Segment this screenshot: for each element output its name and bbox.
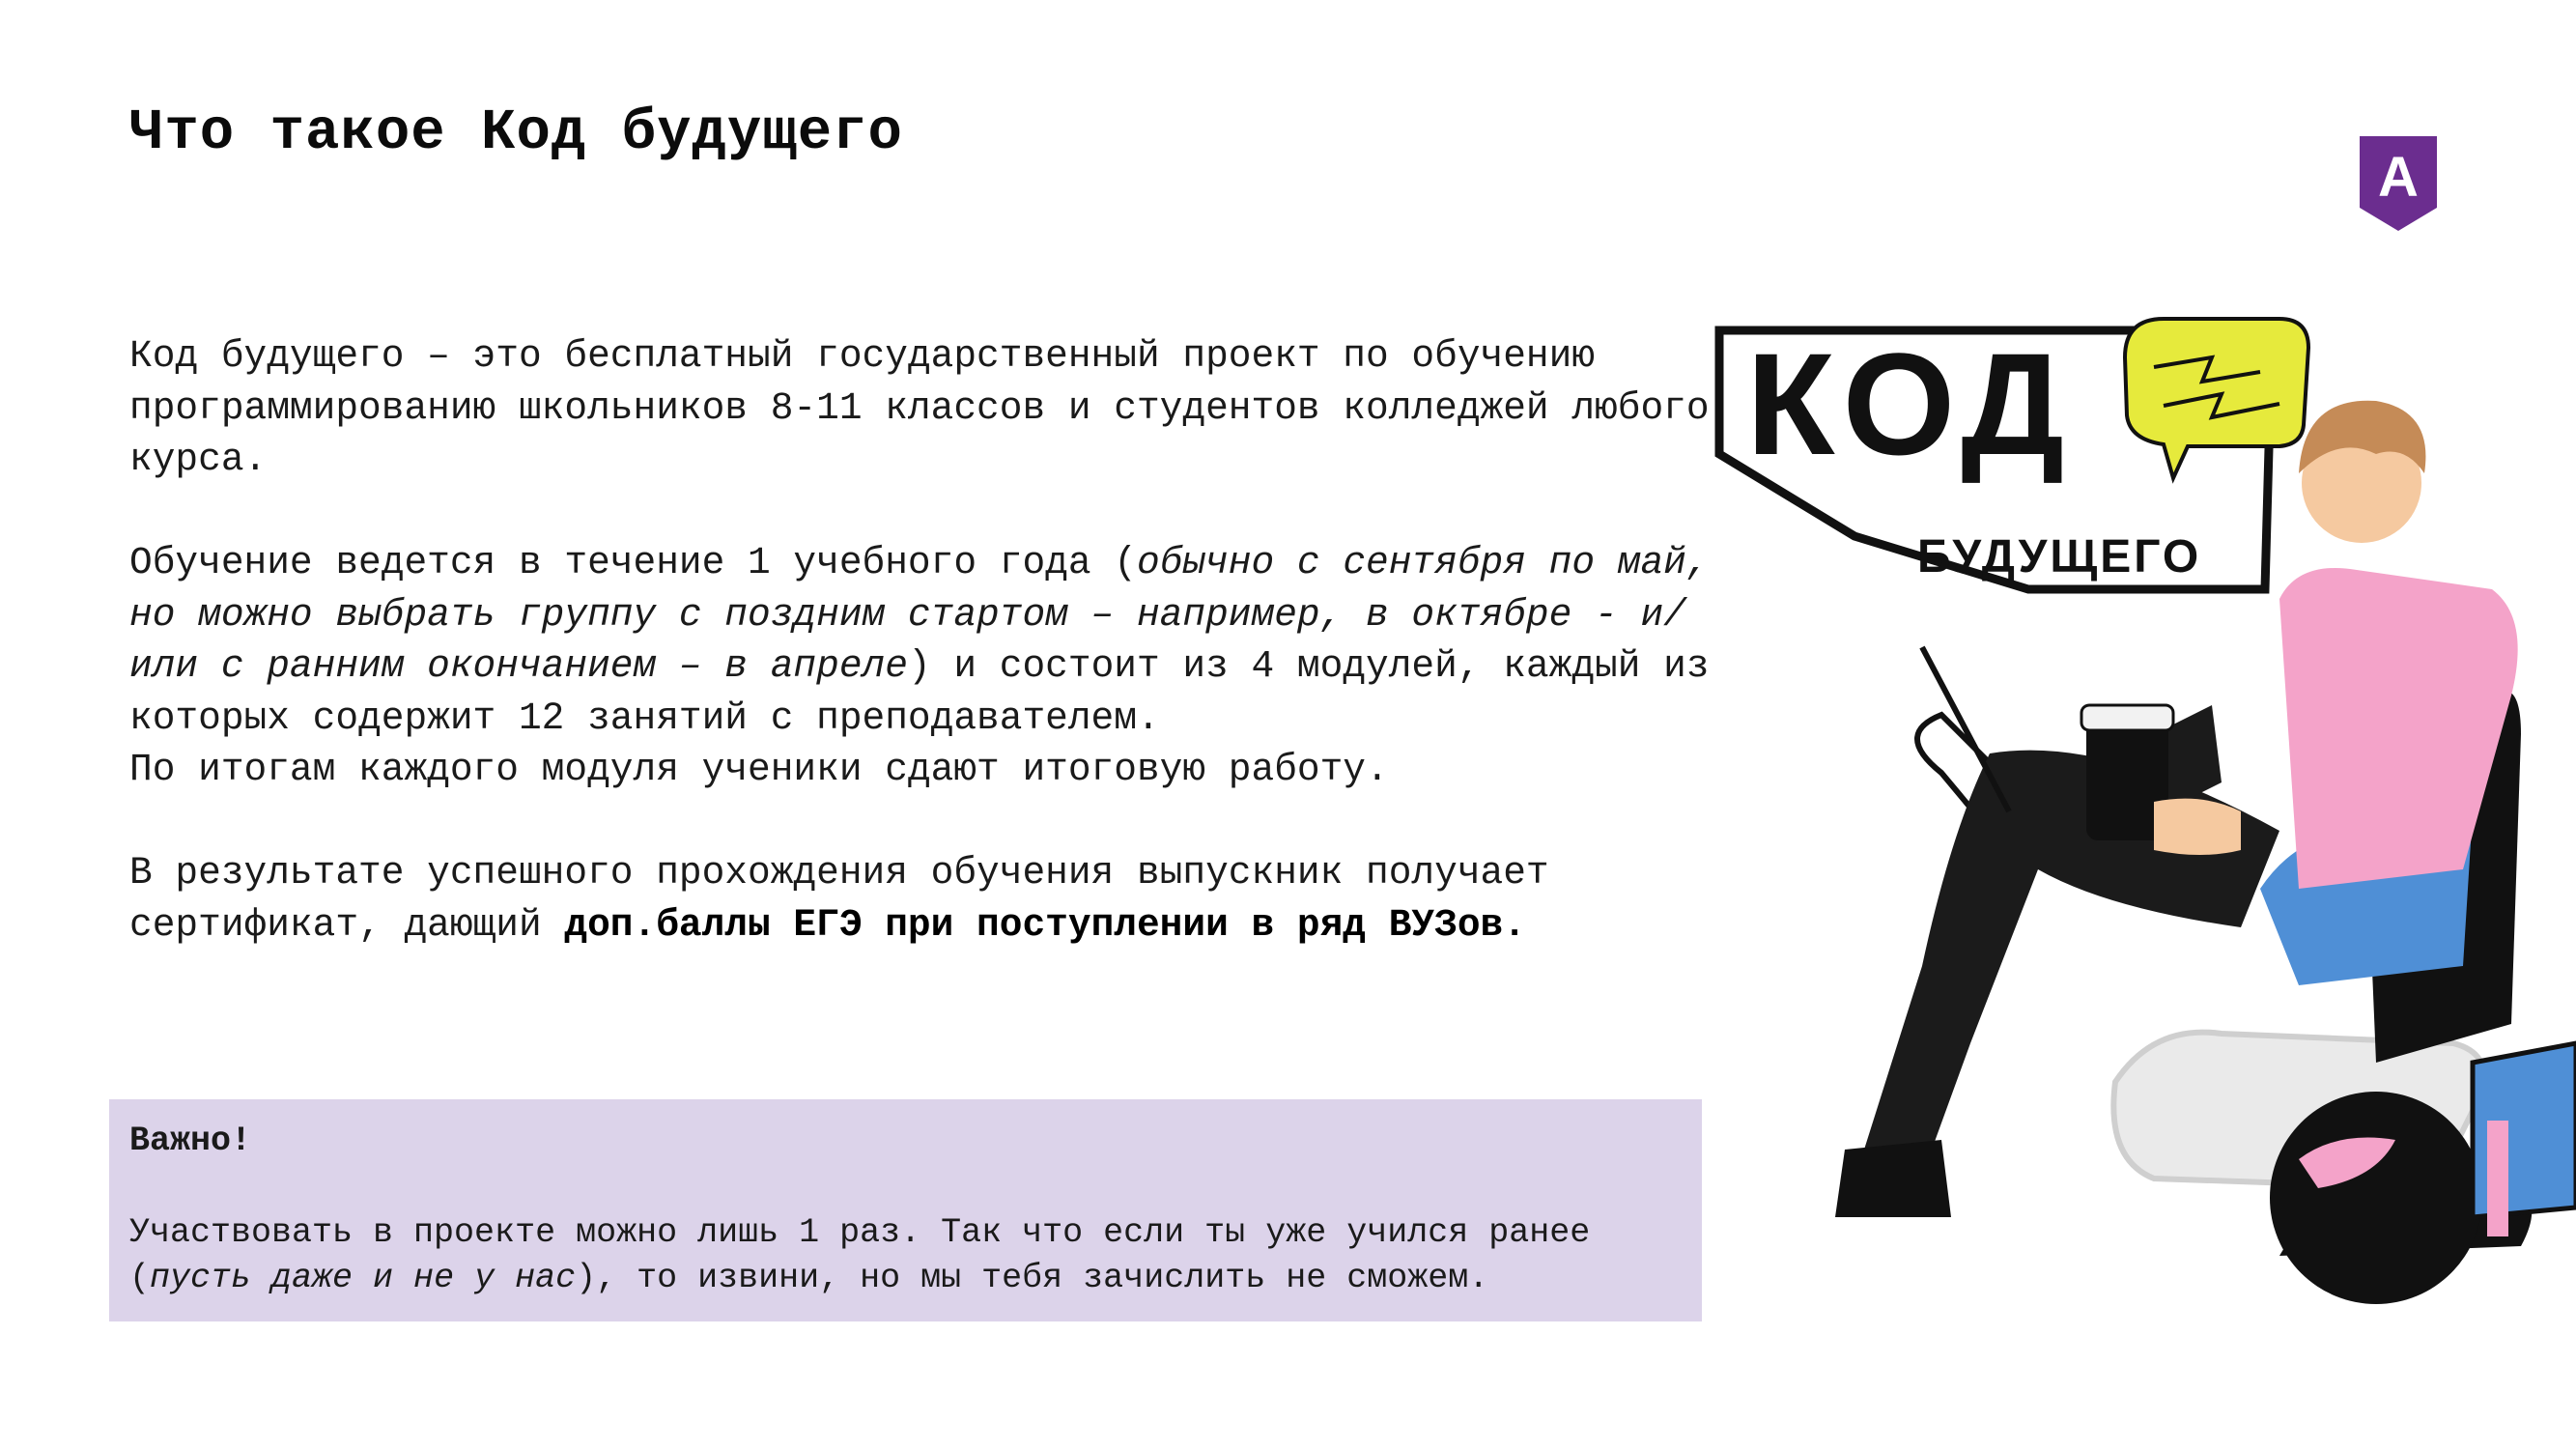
p2-text-a: Обучение ведется в течение 1 учебного года ( <box>129 541 1137 584</box>
note-text-b: ), то извини, но мы тебя зачислить не сможем. <box>576 1259 1489 1297</box>
intro-paragraph-4 <box>129 847 1713 951</box>
intro-text <box>129 330 1713 951</box>
page-title: Что такое Код будущего <box>129 100 903 165</box>
p2-text-b: ) и состоит из 4 модулей, каждый из которых содержит 12 занятий с преподавателем. <box>129 644 1710 740</box>
intro-paragraph-3: По итогам каждого модуля ученики сдают итоговую работу. <box>129 748 1389 791</box>
badge-letter: А <box>2378 146 2419 209</box>
p4-text: В результате успешного прохождения обучения выпускник получает сертификат, дающий <box>129 851 1549 947</box>
note-body <box>129 1210 1713 1302</box>
kod-budushchego-logo <box>1719 319 2308 589</box>
intro-paragraph-1: Код будущего – это бесплатный государственный проект по обучению программированию школьников 8-11 классов и студентов колледжей любого курса. <box>129 334 1710 481</box>
logo-word-sub: БУДУЩЕГО <box>1917 531 2202 582</box>
p4-bold: доп.баллы ЕГЭ при поступлении в ряд ВУЗов. <box>564 902 1526 947</box>
logo-word-main: КОД <box>1746 323 2073 485</box>
note-heading: Важно! <box>129 1122 252 1160</box>
p2-italic: обычно с сентября по май, но можно выбрать группу с поздним стартом – например, в октябре - и/или с ранним окончанием – в апреле <box>129 541 1710 688</box>
intro-paragraph-2 <box>129 537 1713 744</box>
note-text-a: Участвовать в проекте можно лишь 1 раз. Так что если ты уже учился ранее ( <box>129 1212 1591 1297</box>
logo-badge-icon <box>2360 136 2437 231</box>
important-note <box>129 1119 1713 1302</box>
note-italic: пусть даже и не у нас <box>150 1259 577 1297</box>
student-illustration <box>1700 290 2576 1314</box>
